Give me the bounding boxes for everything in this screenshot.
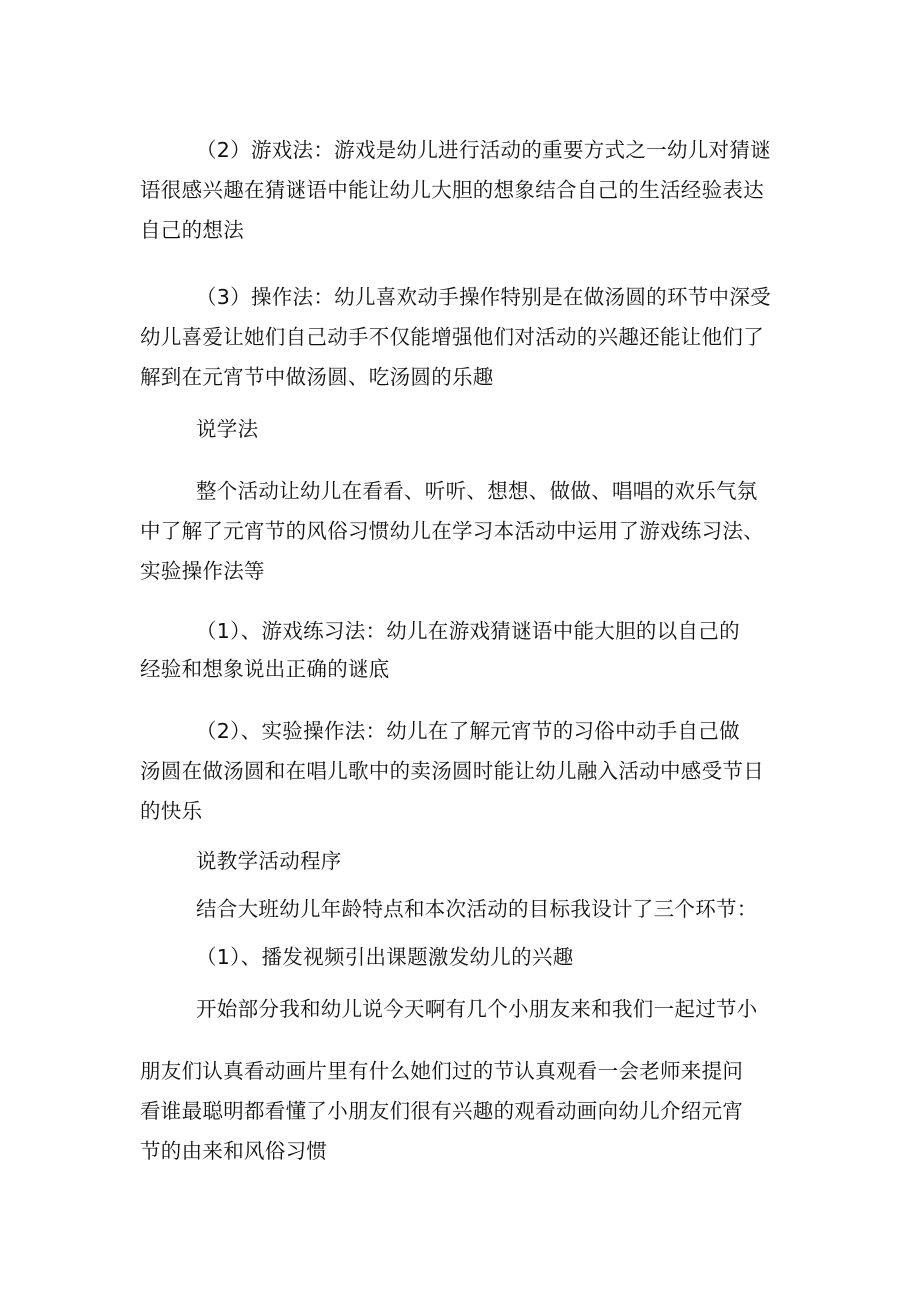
paragraph-line: （2）、实验操作法：幼儿在了解元宵节的习俗中动手自己做 <box>196 719 740 743</box>
paragraph-line: （1）、播发视频引出课题激发幼儿的兴趣 <box>196 945 574 969</box>
paragraph-line: 的快乐 <box>140 799 203 823</box>
paragraph-line: 幼儿喜爱让她们自己动手不仅能增强他们对活动的兴趣还能让他们了 <box>140 325 764 349</box>
paragraph-line: 汤圆在做汤圆和在唱儿歌中的卖汤圆时能让幼儿融入活动中感受节日 <box>140 759 764 783</box>
paragraph-line: 解到在元宵节中做汤圆、吃汤圆的乐趣 <box>140 365 494 389</box>
paragraph-line: 经验和想象说出正确的谜底 <box>140 657 390 681</box>
paragraph-line: 自己的想法 <box>140 218 244 242</box>
paragraph-line: 看谁最聪明都看懂了小朋友们很有兴趣的观看动画向幼儿介绍元宵 <box>140 1099 744 1123</box>
paragraph-line: （2）游戏法：游戏是幼儿进行活动的重要方式之一幼儿对猜谜 <box>196 138 771 162</box>
paragraph-line: 开始部分我和幼儿说今天啊有几个小朋友来和我们一起过节小 <box>196 997 758 1021</box>
paragraph-line: 结合大班幼儿年龄特点和本次活动的目标我设计了三个环节： <box>196 897 758 921</box>
section-heading: 说教学活动程序 <box>196 849 342 873</box>
section-heading: 说学法 <box>196 417 259 441</box>
paragraph-line: 节的由来和风俗习惯 <box>140 1139 328 1163</box>
paragraph-line: 整个活动让幼儿在看看、听听、想想、做做、唱唱的欢乐气氛 <box>196 479 758 503</box>
paragraph-line: 朋友们认真看动画片里有什么她们过的节认真观看一会老师来提问 <box>140 1059 744 1083</box>
paragraph-line: （3）操作法：幼儿喜欢动手操作特别是在做汤圆的环节中深受 <box>196 285 771 309</box>
paragraph-line: （1）、游戏练习法：幼儿在游戏猜谜语中能大胆的以自己的 <box>196 619 740 643</box>
paragraph-line: 语很感兴趣在猜谜语中能让幼儿大胆的想象结合自己的生活经验表达 <box>140 178 764 202</box>
paragraph-line: 实验操作法等 <box>140 559 265 583</box>
paragraph-line: 中了解了元宵节的风俗习惯幼儿在学习本活动中运用了游戏练习法、 <box>140 519 764 543</box>
